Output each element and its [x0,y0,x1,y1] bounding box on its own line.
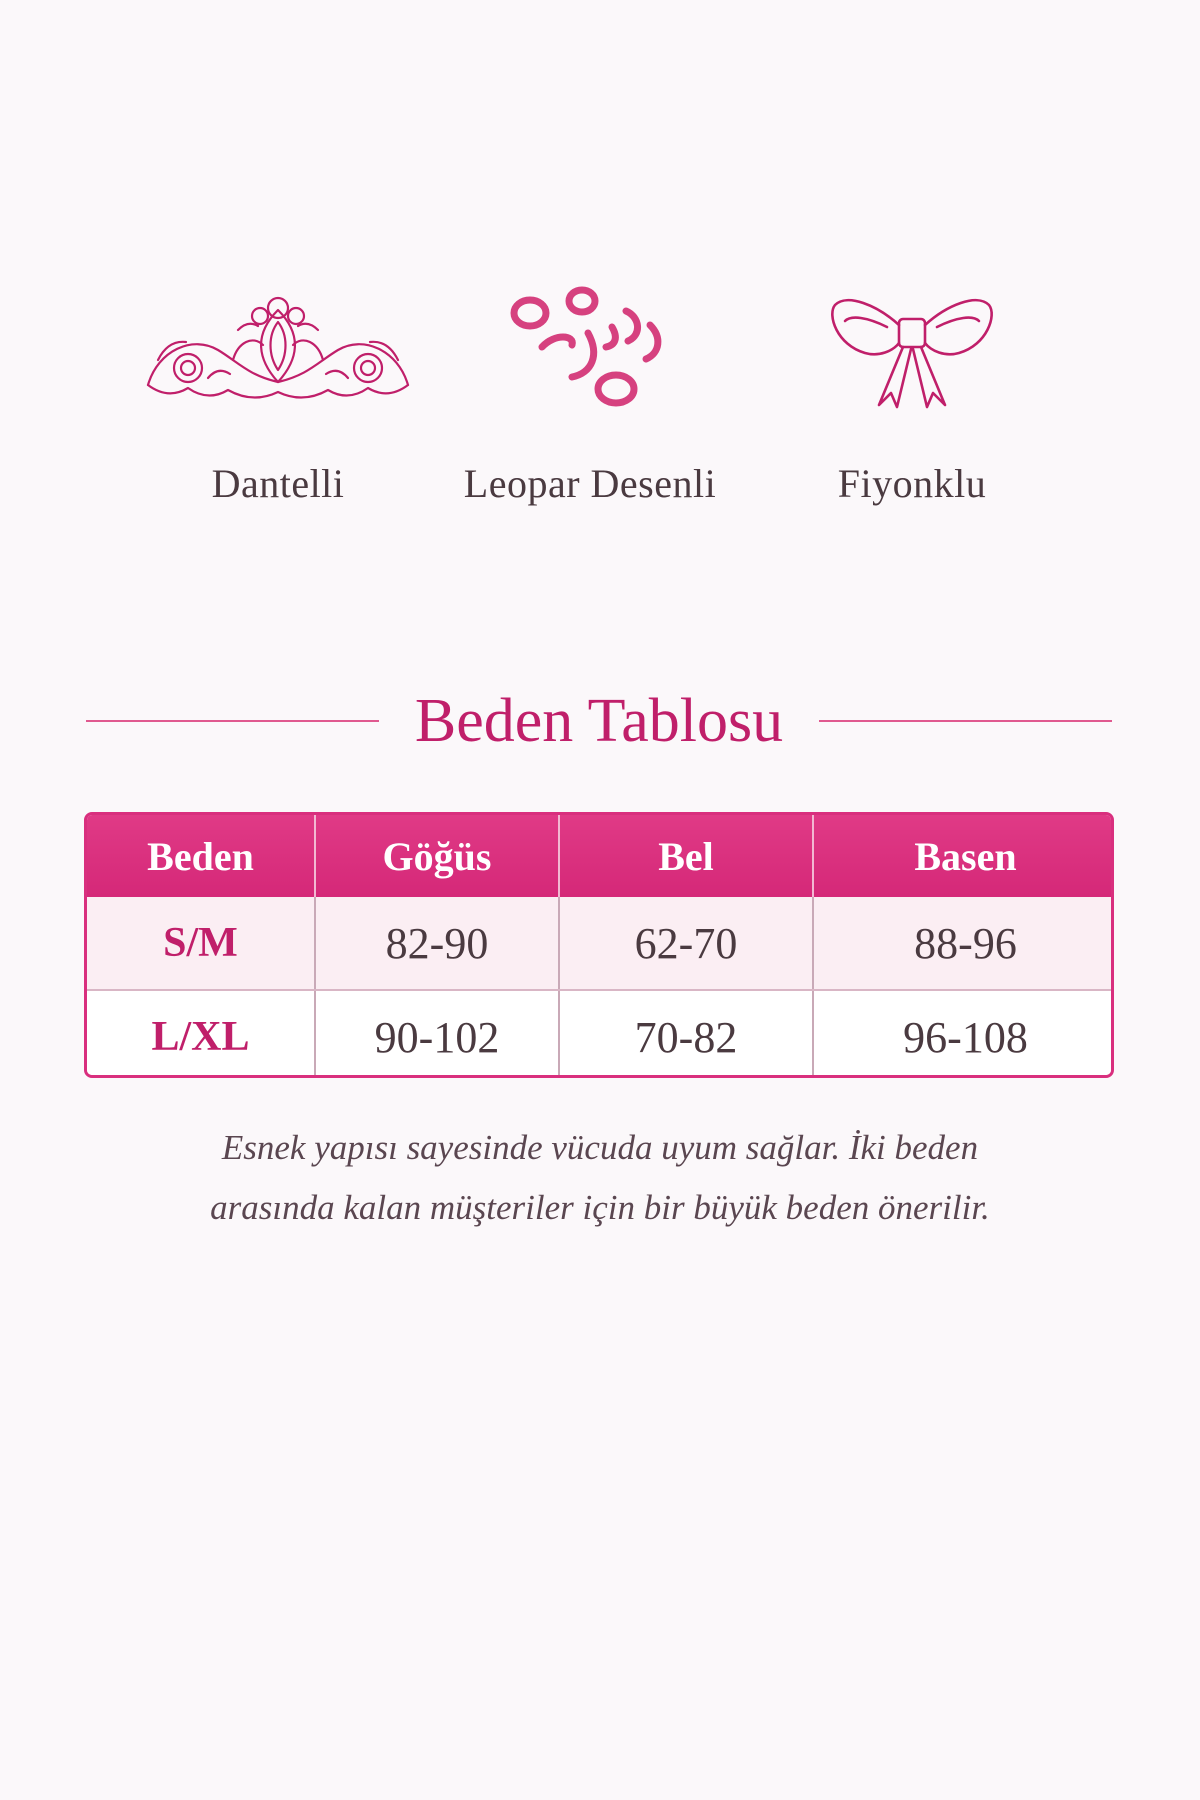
bust-cell: 82-90 [315,897,559,990]
size-cell: S/M [87,897,315,990]
table-row [87,897,1114,990]
feature-label: Fiyonklu [837,461,987,506]
note-line: arasında kalan müşteriler için bir büyük beden önerilir. [210,1188,990,1227]
size-chart-table [84,812,1114,1078]
table-row [87,990,1114,1078]
divider-right [819,720,1112,722]
feature-label: Dantelli [211,461,345,506]
size-chart-heading [86,676,1112,766]
feature-list [0,280,1200,510]
size-cell: L/XL [87,990,315,1078]
lace-icon [118,280,438,420]
feature-leopard [430,280,750,507]
waist-cell: 62-70 [559,897,813,990]
header-waist: Bel [559,815,813,897]
bust-cell: 90-102 [315,990,559,1078]
feature-lace [118,280,438,507]
header-size: Beden [87,815,315,897]
feature-bow [752,280,1072,507]
header-hip: Basen [813,815,1114,897]
note-line: Esnek yapısı sayesinde vücuda uyum sağlar. İki beden [221,1128,979,1167]
size-advice-note [100,1118,1100,1238]
header-bust: Göğüs [315,815,559,897]
leopard-pattern-icon [430,280,750,420]
bow-icon [752,280,1072,420]
table-header-row [87,815,1114,897]
size-chart-title: Beden Tablosu [414,686,784,755]
feature-label: Leopar Desenli [463,461,717,506]
divider-left [86,720,379,722]
hip-cell: 88-96 [813,897,1114,990]
waist-cell: 70-82 [559,990,813,1078]
hip-cell: 96-108 [813,990,1114,1078]
